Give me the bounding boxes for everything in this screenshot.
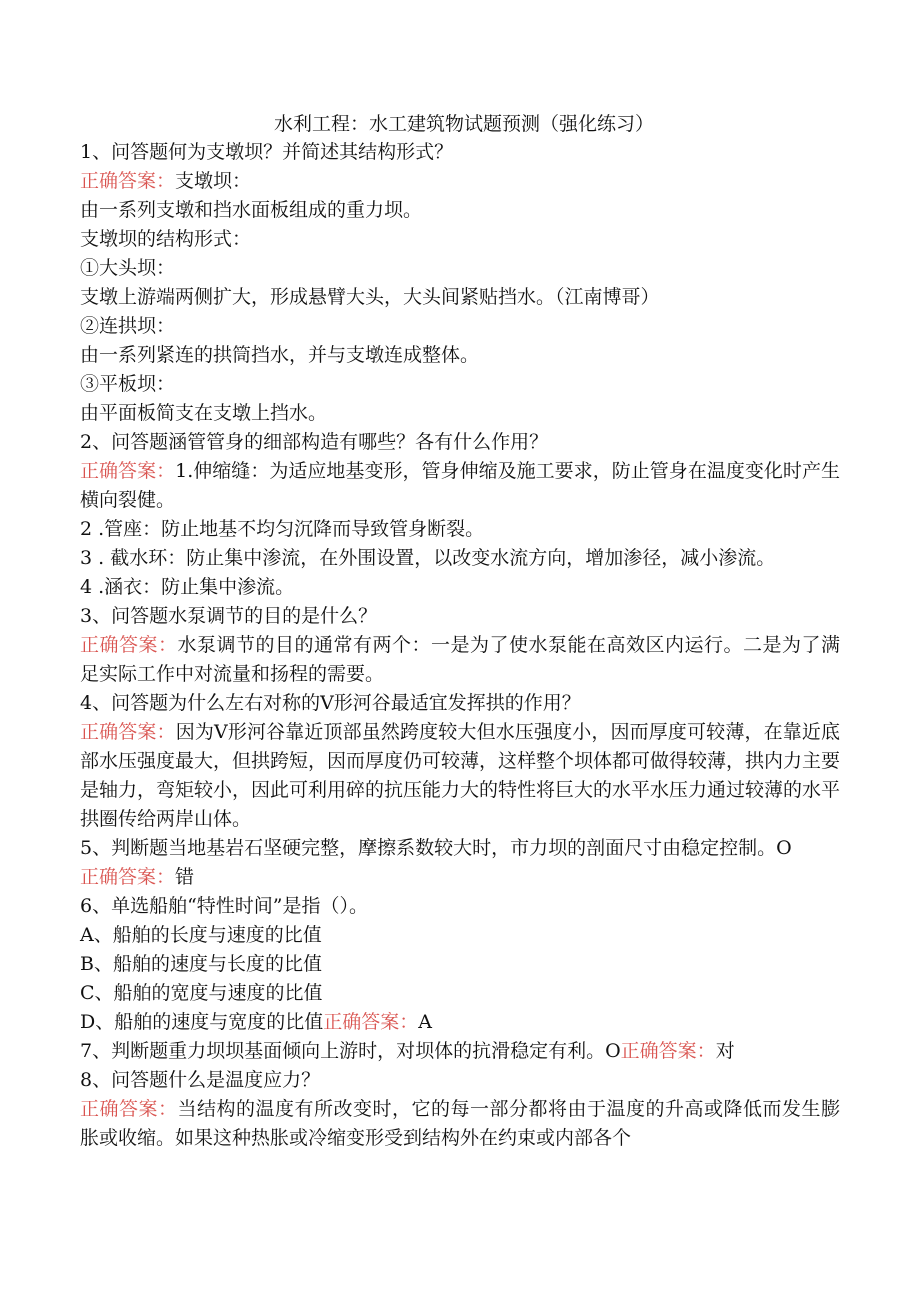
option-d: D、船舶的速度与宽度的比值 [80, 1011, 324, 1033]
answer-1-line: 由一系列支墩和挡水面板组成的重力坝。 [80, 199, 423, 221]
answer-6: A [418, 1011, 432, 1033]
option-c: C、船舶的宽度与速度的比值 [80, 982, 323, 1004]
answer-label: 正确答案： [80, 170, 176, 192]
option-b: B、船舶的速度与长度的比值 [80, 953, 322, 975]
answer-2-line: 2 .管座：防止地基不均匀沉降而导致管身断裂。 [80, 518, 485, 540]
answer-label: 正确答案： [80, 634, 178, 656]
answer-2-line: 3 . 截水环：防止集中渗流，在外围设置，以改变水流方向，增加渗径，减小渗流。 [80, 547, 776, 569]
answer-1-line: 由一系列紧连的拱筒挡水，并与支墩连成整体。 [80, 344, 480, 366]
answer-label: 正确答案： [620, 1040, 716, 1062]
document-body [80, 138, 840, 1153]
answer-label: 正确答案： [80, 460, 176, 482]
answer-1-line: 支墩坝的结构形式： [80, 228, 252, 250]
question-5: 5、判断题当地基岩石坚硬完整，摩擦系数较大时，市力坝的剖面尺寸由稳定控制。O [80, 837, 792, 859]
answer-1-line: ①大头坝： [80, 257, 176, 279]
question-4: 4、问答题为什么左右对称的V形河谷最适宜发挥拱的作用？ [80, 692, 581, 714]
answer-1: 正确答案：支墩坝： [80, 170, 252, 192]
answer-2-line: 4 .涵衣：防止集中渗流。 [80, 576, 295, 598]
answer-4: 正确答案：因为V形河谷靠近顶部虽然跨度较大但水压强度小，因而厚度可较薄，在靠近底部水压强度最大，但拱跨短，因而厚度仍可较薄，这样整个坝体都可做得较薄，拱内力主要是轴力，弯矩较小，因此可利用碎的抗压能力大的特性将巨大的水平水压力通过较薄的水平拱圈传给两岸山体。 [80, 721, 841, 830]
question-7-with-answer [80, 1037, 840, 1066]
answer-1-line: ③平板坝： [80, 373, 176, 395]
answer-1-line: ②连拱坝： [80, 315, 176, 337]
option-d-with-answer [80, 1008, 840, 1037]
answer-3: 正确答案：水泵调节的目的通常有两个：一是为了使水泵能在高效区内运行。二是为了满足实际工作中对流量和扬程的需要。 [80, 634, 840, 685]
option-a: A、船舶的长度与速度的比值 [80, 924, 322, 946]
answer-1-line: 支墩上游端两侧扩大，形成悬臂大头，大头间紧贴挡水。（江南博哥） [80, 286, 660, 308]
question-1: 1、问答题何为支墩坝？并简述其结构形式？ [80, 141, 454, 163]
document-title: 水利工程：水工建筑物试题预测（强化练习） [273, 113, 654, 135]
question-2: 2、问答题涵管管身的细部构造有哪些？各有什么作用？ [80, 431, 549, 453]
question-8: 8、问答题什么是温度应力？ [80, 1069, 321, 1091]
answer-1-line: 由平面板简支在支墩上挡水。 [80, 402, 328, 424]
question-3: 3、问答题水泵调节的目的是什么？ [80, 605, 378, 627]
answer-5: 正确答案：错 [80, 866, 195, 888]
answer-label: 正确答案： [80, 721, 176, 743]
answer-2: 正确答案：1.伸缩缝：为适应地基变形，管身伸缩及施工要求，防止管身在温度变化时产生横向裂健。 [80, 460, 840, 511]
answer-label: 正确答案： [80, 866, 176, 888]
answer-label: 正确答案： [323, 1011, 419, 1033]
question-7: 7、判断题重力坝坝基面倾向上游时，对坝体的抗滑稳定有利。O [80, 1040, 621, 1062]
question-6: 6、单选船舶“特性时间”是指（）。 [80, 895, 369, 917]
answer-8: 正确答案：当结构的温度有所改变时，它的每一部分都将由于温度的升高或降低而发生膨胀或收缩。如果这种热胀或冷缩变形受到结构外在约束或内部各个 [80, 1098, 840, 1149]
answer-7: 对 [715, 1040, 735, 1062]
answer-label: 正确答案： [80, 1098, 178, 1120]
